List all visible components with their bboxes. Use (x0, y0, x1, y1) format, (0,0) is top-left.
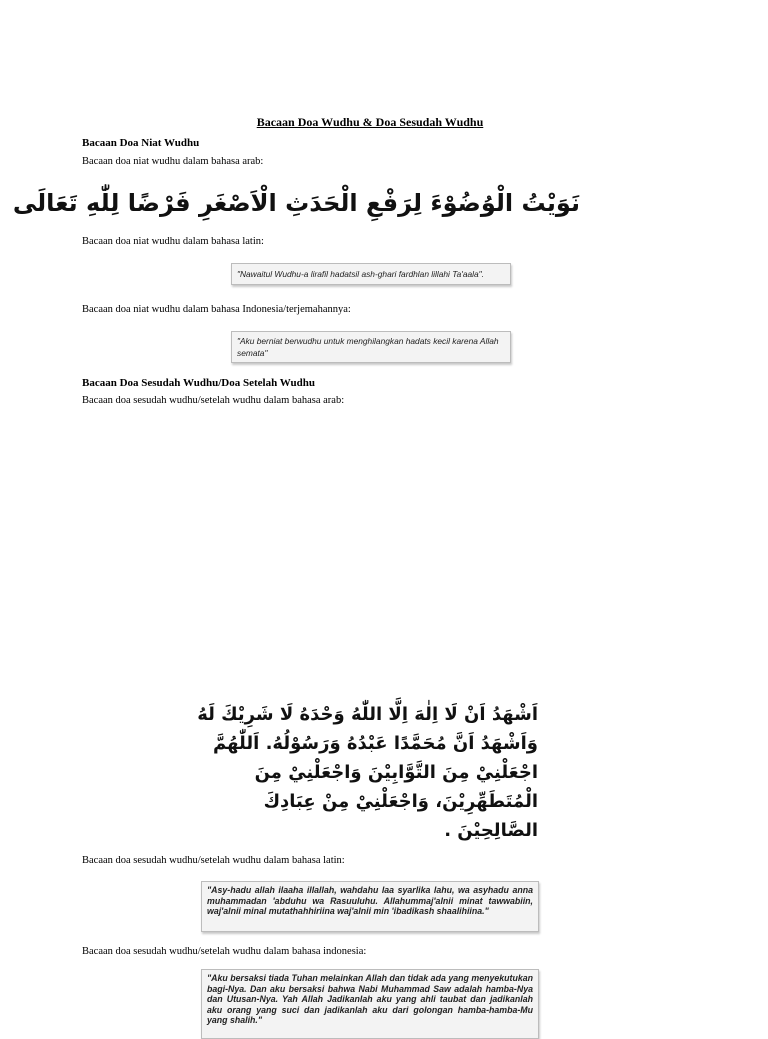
arabic-line: الصَّالِحِيْنَ . (444, 820, 538, 841)
sesudah-indo-quote: "Aku bersaksi tiada Tuhan melainkan Allah dan tidak ada yang menyekutukan bagi-Nya. Dan aku bersaksi bahwa Nabi Muhammad Saw adalah hamba-Nya dan Utusan-Nya. Yah Allah Jadikanlah aku yang ahli taubat dan jadikanlah aku orang yang suci dan jadikanlah aku dari golongan hamba-hamba-Mu yang shalih." (201, 969, 539, 1039)
arabic-line: الْمُتَطَهِّرِيْنَ، وَاجْعَلْنِيْ مِنْ عِبَادِكَ (263, 791, 538, 812)
niat-latin-quote: "Nawaitul Wudhu-a lirafil hadatsil ash-ghari fardhlan lillahi Ta'aala". (231, 263, 511, 285)
document-title: Bacaan Doa Wudhu & Doa Sesudah Wudhu (256, 115, 484, 129)
niat-arab-intro: Bacaan doa niat wudhu dalam bahasa arab: (82, 156, 264, 167)
sesudah-arabic-text (197, 700, 538, 845)
section-heading-sesudah: Bacaan Doa Sesudah Wudhu/Doa Setelah Wudhu (82, 377, 316, 389)
niat-indo-quote: "Aku berniat berwudhu untuk menghilangkan hadats kecil karena Allah semata" (231, 331, 511, 363)
arabic-line: اَشْهَدُ اَنْ لَا اِلٰهَ اِلَّا اللّٰهُ وَحْدَهُ لَا شَرِيْكَ لَهُ (197, 704, 538, 725)
niat-indo-intro: Bacaan doa niat wudhu dalam bahasa Indonesia/terjemahannya: (82, 304, 351, 315)
sesudah-latin-quote: "Asy-hadu allah ilaaha illallah, wahdahu laa syarlika lahu, wa asyhadu anna muhammadan 'abduhu wa Rasuuluhu. Allahummaj'alnii minat tawwabiin, waj'alnii minal mutathahhiriina waj'alnii min 'ibadikash shaalihiina." (201, 881, 539, 932)
niat-arabic-text: نَوَيْتُ الْوُضُوْءَ لِرَفْعِ الْحَدَثِ الْاَصْغَرِ فَرْضًا لِلّٰهِ تَعَالَى (12, 189, 580, 217)
arabic-line: وَاَشْهَدُ اَنَّ مُحَمَّدًا عَبْدُهُ وَرَسُوْلُهُ. اَللّٰهُمَّ (213, 733, 538, 754)
arabic-line: اجْعَلْنِيْ مِنَ التَّوَّابِيْنَ وَاجْعَلْنِيْ مِنَ (254, 762, 538, 783)
sesudah-latin-intro: Bacaan doa sesudah wudhu/setelah wudhu dalam bahasa latin: (82, 855, 345, 866)
sesudah-arab-intro: Bacaan doa sesudah wudhu/setelah wudhu dalam bahasa arab: (82, 395, 345, 406)
section-heading-niat: Bacaan Doa Niat Wudhu (82, 137, 200, 149)
niat-latin-intro: Bacaan doa niat wudhu dalam bahasa latin: (82, 236, 264, 247)
sesudah-indo-intro: Bacaan doa sesudah wudhu/setelah wudhu dalam bahasa indonesia: (82, 946, 367, 957)
